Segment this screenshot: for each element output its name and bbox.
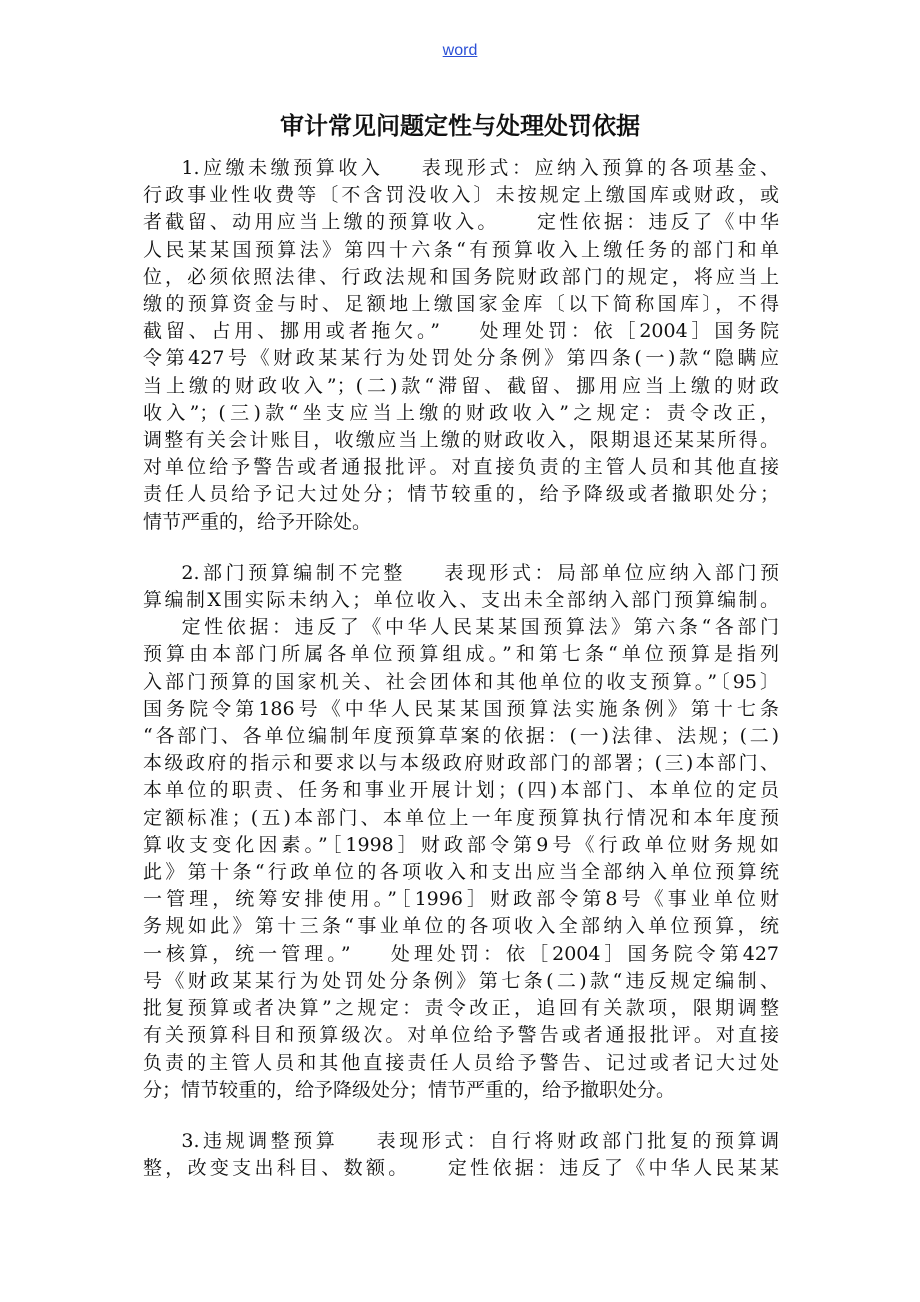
- text-line: 一管理，统筹安排使用。”［1996］财政部令第8号《事业单位财: [143, 888, 779, 911]
- text-line: 国务院令第186号《中华人民某某国预算法实施条例》第十七条: [143, 697, 779, 720]
- text-line: “各部门、各单位编制年度预算草案的依据：(一)法律、法规；(二): [143, 725, 779, 748]
- text-line: 责任人员给予记大过处分；情节较重的，给予降级或者撤职处分；: [143, 483, 779, 506]
- text-line: 截留、占用、挪用或者拖欠。” 处理处罚：依［2004］国务院: [143, 320, 779, 343]
- text-line: 分；情节较重的，给予降级处分；情节严重的，给予撤职处分。: [143, 1078, 676, 1101]
- text-line: 情节严重的，给予开除处。: [143, 510, 372, 533]
- header-word-link[interactable]: word: [442, 42, 478, 59]
- text-line: 有关预算科目和预算级次。对单位给予警告或者通报批评。对直接: [143, 1024, 779, 1047]
- text-line: 缴的预算资金与时、足额地上缴国家金库〔以下简称国库〕，不得: [143, 293, 779, 316]
- paragraph-3: [143, 1128, 779, 1182]
- text-line: 对单位给予警告或者通报批评。对直接负责的主管人员和其他直接: [143, 456, 779, 479]
- text-line: 预算由本部门所属各单位预算组成。”和第七条“单位预算是指列: [143, 643, 779, 666]
- text-line: 2.部门预算编制不完整 表现形式：局部单位应纳入部门预: [143, 561, 779, 584]
- text-line: 调整有关会计账目，收缴应当上缴的财政收入，限期退还某某所得。: [143, 429, 779, 452]
- text-line: 算编制X围实际未纳入；单位收入、支出未全部纳入部门预算编制。: [143, 589, 779, 612]
- document-body: [143, 155, 779, 1206]
- paragraph-1: [143, 155, 779, 536]
- text-line: 入部门预算的国家机关、社会团体和其他单位的收支预算。”〔95〕: [143, 670, 779, 693]
- text-line: 此》第十条“行政单位的各项收入和支出应当全部纳入单位预算统: [143, 861, 779, 884]
- text-line: 1.应缴未缴预算收入 表现形式：应纳入预算的各项基金、: [143, 157, 779, 179]
- paragraph-2: [143, 560, 779, 1104]
- text-line: 定性依据：违反了《中华人民某某国预算法》第六条“各部门: [143, 616, 779, 639]
- text-line: 人民某某国预算法》第四十六条“有预算收入上缴任务的部门和单: [143, 238, 779, 261]
- text-line: 位，必须依照法律、行政法规和国务院财政部门的规定，将应当上: [143, 265, 779, 288]
- text-line: 3.违规调整预算 表现形式：自行将财政部门批复的预算调: [143, 1129, 779, 1152]
- text-line: 行政事业性收费等〔不含罚没收入〕未按规定上缴国库或财政，或: [143, 184, 779, 207]
- text-line: 本级政府的指示和要求以与本级政府财政部门的部署；(三)本部门、: [143, 752, 779, 775]
- text-line: 收入”；(三)款“坐支应当上缴的财政收入”之规定：责令改正，: [143, 401, 779, 424]
- text-line: 令第427号《财政某某行为处罚处分条例》第四条(一)款“隐瞒应: [143, 347, 779, 370]
- text-line: 负责的主管人员和其他直接责任人员给予警告、记过或者记大过处: [143, 1051, 779, 1074]
- text-line: 整，改变支出科目、数额。 定性依据：违反了《中华人民某某: [143, 1157, 779, 1180]
- text-line: 定额标准；(五)本部门、本单位上一年度预算执行情况和本年度预: [143, 806, 779, 829]
- text-line: 当上缴的财政收入”；(二)款“滞留、截留、挪用应当上缴的财政: [143, 374, 779, 397]
- text-line: 算收支变化因素。”［1998］财政部令第9号《行政单位财务规如: [143, 833, 779, 856]
- text-line: 本单位的职责、任务和事业开展计划；(四)本部门、本单位的定员: [143, 779, 779, 802]
- document-title: 审计常见问题定性与处理处罚依据: [280, 112, 640, 140]
- text-line: 批复预算或者决算”之规定：责令改正，追回有关款项，限期调整: [143, 997, 779, 1020]
- text-line: 者截留、动用应当上缴的预算收入。 定性依据：违反了《中华: [143, 211, 779, 234]
- text-line: 号《财政某某行为处罚处分条例》第七条(二)款“违反规定编制、: [143, 969, 779, 992]
- text-line: 一核算，统一管理。” 处理处罚：依［2004］国务院令第427: [143, 942, 779, 965]
- text-line: 务规如此》第十三条“事业单位的各项收入全部纳入单位预算，统: [143, 915, 779, 938]
